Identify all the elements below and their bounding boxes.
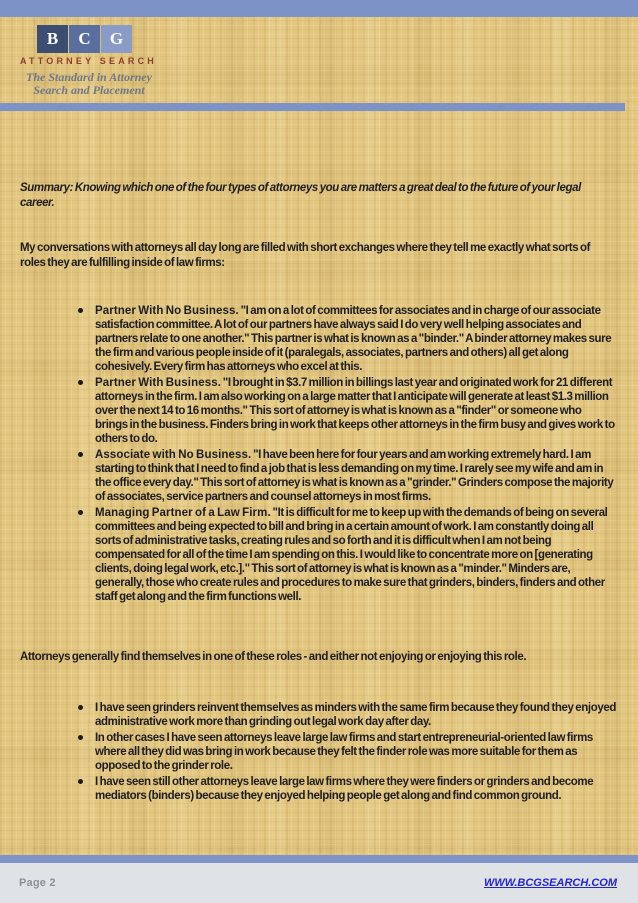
observations-list bbox=[78, 701, 616, 803]
role-body: "I have been here for four years and am working extremely hard. I am starting to think that I need to find a job that is less demanding on my time. I rarely see my wife and am in the office every day." This sort of attorney is what is known as a "grinder." Grinders compose the majority of associates, service partners and counsel attorneys in most firms. bbox=[95, 449, 614, 503]
list-item bbox=[78, 304, 616, 374]
observation-text: In other cases I have seen attorneys leave large law firms and start entrepreneurial-oriented law firms where all they did was bring in work because they felt the finder role was more suitable for them as opposed to the grinder role. bbox=[95, 732, 593, 772]
tagline-line-1: The Standard in Attorney bbox=[26, 70, 152, 84]
role-body: "I am on a lot of committees for associates and in charge of our associate satisfaction committee. A lot of our partners have always said I do very well helping associates and partners relate to one another." This partner is what is known as a "binder." A binder attorney makes sure the firm and various people inside of it (paralegals, associates, partners and others) all get along cohesively. Every firm has attorneys who excel at this. bbox=[95, 305, 612, 373]
list-item bbox=[78, 775, 616, 803]
bcgsearch-link[interactable]: WWW.BCGSEARCH.COM bbox=[484, 877, 617, 889]
bullet-icon bbox=[78, 779, 83, 784]
bullet-icon bbox=[78, 735, 83, 740]
role-lead: Partner With No Business. bbox=[95, 305, 239, 317]
brand-name: ATTORNEY SEARCH bbox=[20, 56, 158, 66]
list-item bbox=[78, 506, 616, 604]
middle-paragraph: Attorneys generally find themselves in one of these roles - and either not enjoying or enjoying this role. bbox=[20, 651, 527, 663]
bcg-logo bbox=[37, 25, 132, 53]
list-item bbox=[78, 701, 616, 729]
bullet-icon bbox=[78, 510, 83, 515]
brand-tagline bbox=[0, 71, 178, 97]
tagline-line-2: Search and Placement bbox=[33, 83, 145, 97]
footer-divider-bar bbox=[0, 855, 638, 863]
intro-paragraph: My conversations with attorneys all day long are filled with short exchanges where they tell me exactly what sorts of roles they are fulfilling inside of law firms: bbox=[20, 242, 591, 269]
bullet-icon bbox=[78, 452, 83, 457]
role-lead: Partner With Business. bbox=[95, 377, 221, 389]
logo-letter-g: G bbox=[101, 25, 132, 53]
list-item bbox=[78, 448, 616, 504]
bullet-icon bbox=[78, 308, 83, 313]
top-accent-bar bbox=[0, 0, 638, 17]
list-item bbox=[78, 376, 616, 446]
page-footer bbox=[0, 863, 638, 903]
bullet-icon bbox=[78, 705, 83, 710]
role-body: "It is difficult for me to keep up with the demands of being on several committees and being expected to bill and bring in a certain amount of work. I am constantly doing all sorts of administrative tasks, creating rules and so forth and it is difficult when I am not being compensated for all of the time I am spending on this. I would like to concentrate more on [generating clients, doing legal work, etc.]." This sort of attorney is what is known as a "minder." Minders are, generally, those who create rules and procedures to make sure that grinders, binders, finders and other staff get along and the firm functions well. bbox=[95, 507, 608, 603]
role-lead: Managing Partner of a Law Firm. bbox=[95, 507, 271, 519]
observation-text: I have seen grinders reinvent themselves as minders with the same firm because they found they enjoyed administrative work more than grinding out legal work day after day. bbox=[95, 702, 616, 728]
bullet-icon bbox=[78, 380, 83, 385]
page-number-label: Page 2 bbox=[19, 877, 56, 889]
summary-paragraph: Summary: Knowing which one of the four types of attorneys you are matters a great deal to the future of your legal career. bbox=[20, 182, 581, 209]
role-body: "I brought in $3.7 million in billings last year and originated work for 21 different attorneys in the firm. I am also working on a large matter that I anticipate will generate at least $1.3 million over the next 14 to 16 months." This sort of attorney is what is known as a "finder" or someone who brings in the business. Finders bring in work that keeps other attorneys in the firm busy and gives work to others to do. bbox=[95, 377, 615, 445]
attorney-roles-list bbox=[78, 304, 616, 604]
article-body bbox=[0, 111, 638, 805]
list-item bbox=[78, 731, 616, 773]
role-lead: Associate with No Business. bbox=[95, 449, 252, 461]
observation-text: I have seen still other attorneys leave large law firms where they were finders or grinders and become mediators (binders) because they enjoyed helping people get along and find common ground. bbox=[95, 776, 594, 802]
logo-letter-c: C bbox=[69, 25, 100, 53]
header-divider-bar bbox=[0, 103, 625, 111]
logo-letter-b: B bbox=[37, 25, 68, 53]
